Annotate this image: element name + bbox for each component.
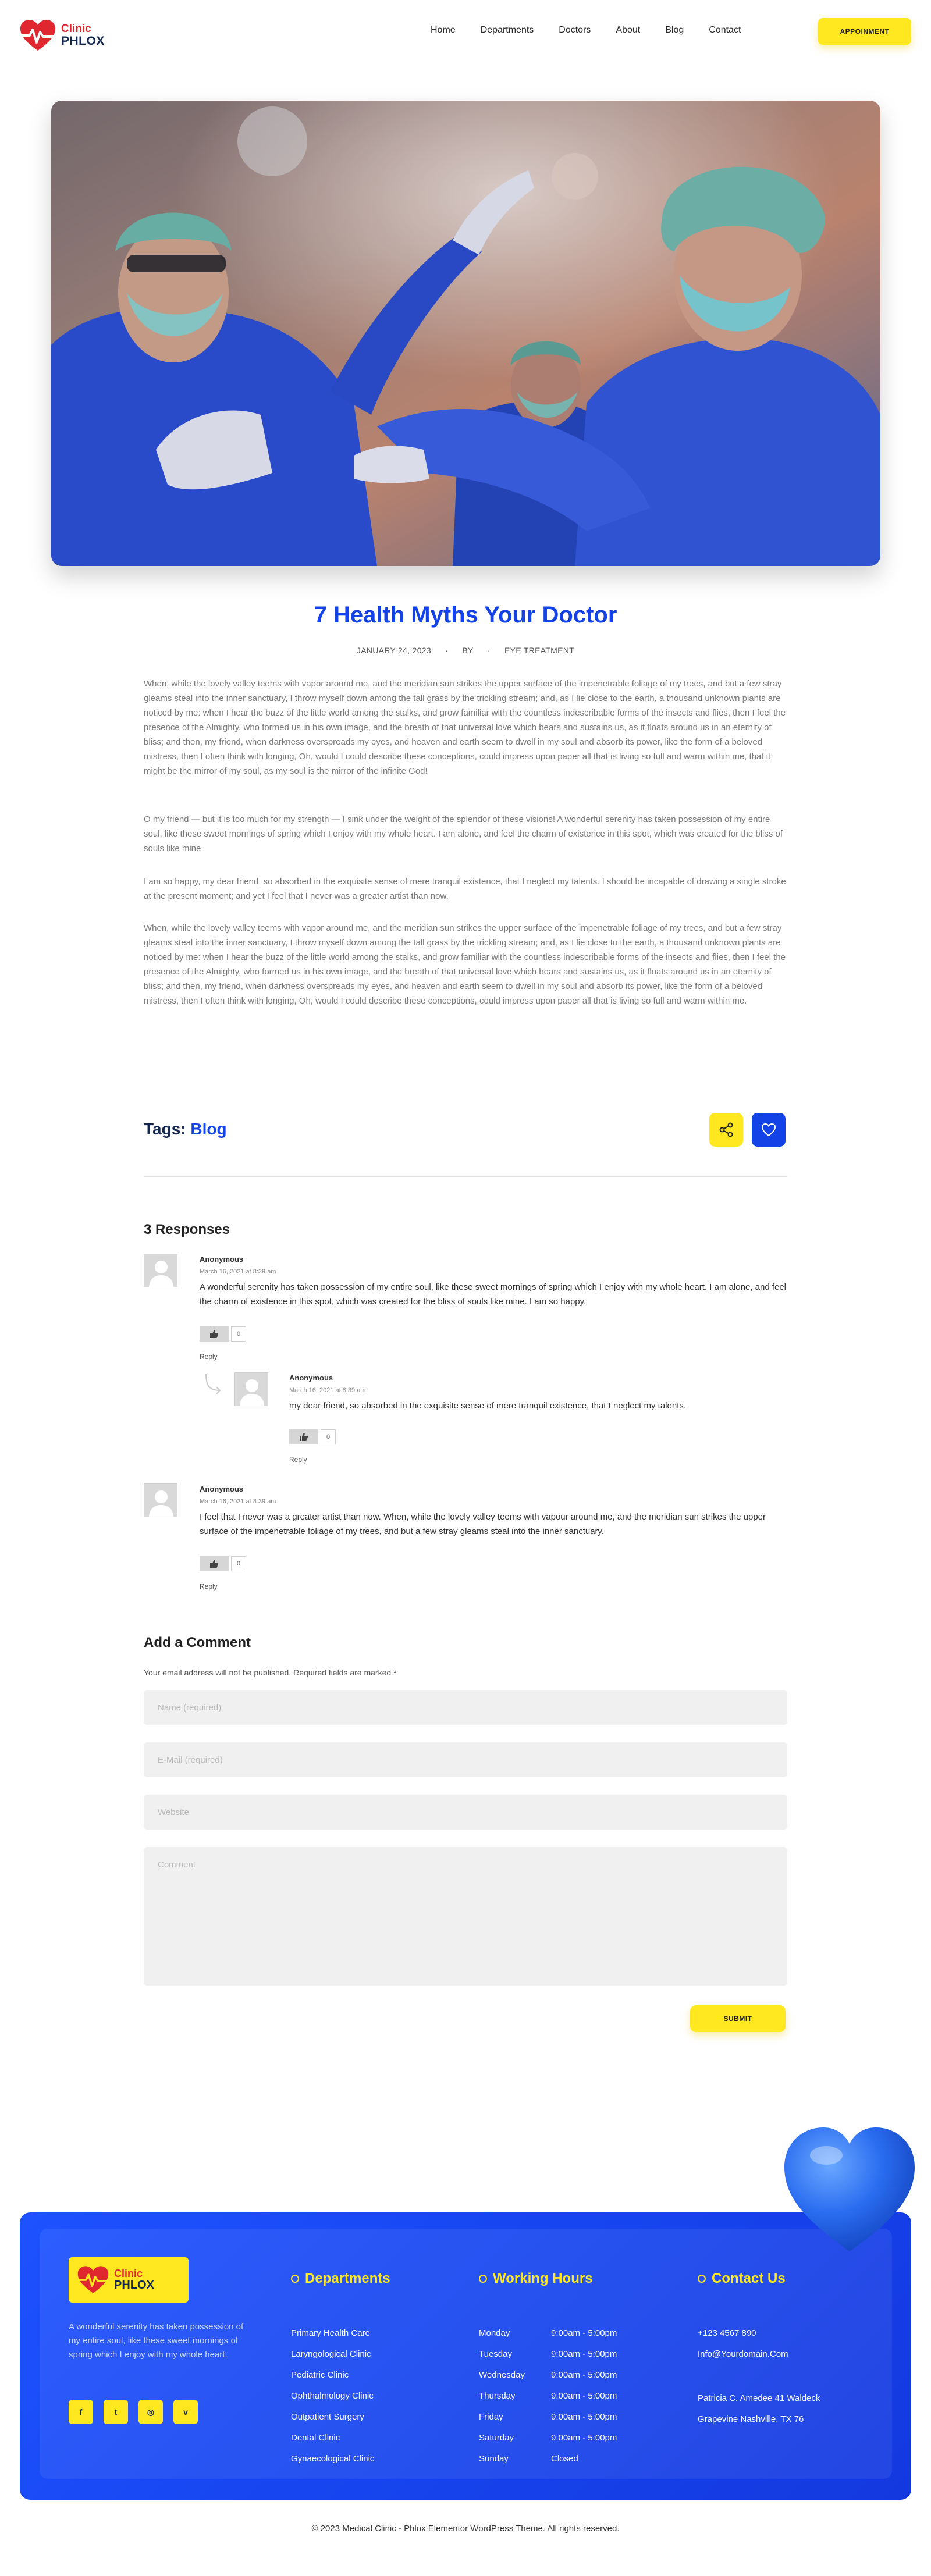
vimeo-icon[interactable]: v bbox=[173, 2400, 198, 2424]
reply-link[interactable]: Reply bbox=[200, 1582, 218, 1591]
department-link[interactable]: Ophthalmology Clinic bbox=[291, 2391, 374, 2401]
vote-count: 0 bbox=[231, 1556, 246, 1571]
hours-row bbox=[479, 2407, 617, 2428]
vote-count: 0 bbox=[321, 1429, 336, 1444]
department-link[interactable]: Laryngological Clinic bbox=[291, 2349, 371, 2359]
hours-heading bbox=[479, 2271, 593, 2287]
post-category[interactable]: EYE TREATMENT bbox=[504, 646, 575, 655]
user-icon bbox=[235, 1373, 268, 1406]
heart-logo-icon bbox=[77, 2265, 109, 2294]
tags-label: Tags: bbox=[144, 1120, 186, 1138]
hours-time: 9:00am - 5:00pm bbox=[551, 2328, 617, 2338]
twitter-icon[interactable]: t bbox=[104, 2400, 128, 2424]
user-icon bbox=[144, 1484, 177, 1517]
spacer bbox=[698, 2365, 820, 2388]
reply-link[interactable]: Reply bbox=[200, 1353, 218, 1361]
comment-vote bbox=[200, 1556, 246, 1571]
comment-author: Anonymous bbox=[200, 1485, 244, 1493]
share-icon bbox=[719, 1122, 734, 1137]
department-link[interactable]: Pediatric Clinic bbox=[291, 2370, 349, 2380]
post-paragraph: O my friend — but it is too much for my strength — I sink under the weight of the splendor of these visions! A wonderful serenity has taken possession of my entire soul, like these sweet mornings of spring which I enjoy with my whole heart. I am alone, and feel the charm of existence in this spot, which was created for the bliss of souls like mine. bbox=[144, 814, 783, 853]
department-link[interactable]: Dental Clinic bbox=[291, 2433, 340, 2443]
facebook-icon[interactable]: f bbox=[69, 2400, 93, 2424]
hours-row bbox=[479, 2344, 617, 2365]
hours-row bbox=[479, 2428, 617, 2449]
thumbs-up-icon bbox=[299, 1432, 308, 1442]
circle-bullet-icon bbox=[698, 2275, 706, 2283]
comment-form-title: Add a Comment bbox=[144, 1635, 251, 1650]
hours-title: Working Hours bbox=[493, 2271, 593, 2286]
avatar bbox=[144, 1254, 177, 1287]
meta-separator: · bbox=[445, 646, 449, 655]
hours-day: Thursday bbox=[479, 2391, 516, 2401]
department-link[interactable]: Outpatient Surgery bbox=[291, 2412, 364, 2422]
hours-row bbox=[479, 2449, 617, 2470]
vote-count: 0 bbox=[231, 1326, 246, 1342]
comment-vote bbox=[200, 1326, 246, 1342]
nav-doctors[interactable]: Doctors bbox=[559, 25, 591, 35]
hours-day: Sunday bbox=[479, 2454, 509, 2464]
hours-row bbox=[479, 2386, 617, 2407]
comment-date[interactable]: March 16, 2021 at 8:39 am bbox=[289, 1387, 366, 1394]
hours-time: Closed bbox=[551, 2454, 578, 2464]
post-paragraph: When, while the lovely valley teems with vapor around me, and the meridian sun strikes the upper surface of the impenetrable foliage of my trees, and but a few stray gleams steal into the inner sanctuary, I throw myself down among the tall grass by the trickling stream; and, as I lie close to the earth, a thousand unknown plants are noticed by me: when I hear the buzz of the little world among the stalks, and grow familiar with the countless indescribable forms of the insects and flies, then I feel the presence of the Almighty, who formed us in his own image, and the breath of that universal love which bears and sustains us, as it floats around us in an eternity of bliss; and then, my friend, when darkness overspreads my eyes, and heaven and earth seem to dwell in my soul and absorb its power, like the form of a beloved mistress, then I often think with longing, Oh, would I could describe these conceptions, could impress upon paper all that is living so full and warm within me, that it might be the mirror of my soul, as my soul is the mirror of the infinite God! bbox=[144, 679, 786, 776]
hours-time: 9:00am - 5:00pm bbox=[551, 2433, 617, 2443]
nav-home[interactable]: Home bbox=[431, 25, 456, 35]
thumbs-up-icon bbox=[209, 1559, 219, 1568]
avatar bbox=[234, 1372, 268, 1406]
post-meta bbox=[0, 646, 931, 655]
footer-logo-line1: Clinic bbox=[114, 2268, 143, 2280]
post-tags bbox=[144, 1120, 227, 1138]
contact-list bbox=[698, 2323, 820, 2430]
department-link[interactable]: Gynaecological Clinic bbox=[291, 2454, 375, 2464]
comment-date[interactable]: March 16, 2021 at 8:39 am bbox=[200, 1268, 276, 1275]
like-button[interactable] bbox=[752, 1113, 786, 1147]
reply-link[interactable]: Reply bbox=[289, 1456, 307, 1464]
departments-title: Departments bbox=[305, 2271, 390, 2286]
post-title: 7 Health Myths Your Doctor bbox=[314, 602, 617, 628]
nav-about[interactable]: About bbox=[616, 25, 641, 35]
hours-row bbox=[479, 2365, 617, 2386]
departments-heading bbox=[291, 2271, 390, 2287]
nav-blog[interactable]: Blog bbox=[665, 25, 684, 35]
hours-time: 9:00am - 5:00pm bbox=[551, 2349, 617, 2359]
hours-time: 9:00am - 5:00pm bbox=[551, 2391, 617, 2401]
comment-text: I feel that I never was a greater artist than now. When, while the lovely valley teems with vapour around me, and the meridian sun strikes the upper surface of the impenetrable foliage of my trees, and but a few stray gleams steal into the inner sanctuary. bbox=[200, 1512, 766, 1536]
user-icon bbox=[144, 1254, 177, 1287]
social-links bbox=[69, 2400, 208, 2424]
hours-row bbox=[479, 2323, 617, 2344]
comment-textarea[interactable] bbox=[144, 1847, 787, 1986]
circle-bullet-icon bbox=[291, 2275, 299, 2283]
name-input[interactable] bbox=[144, 1690, 787, 1725]
copyright: © 2023 Medical Clinic - Phlox Elementor WordPress Theme. All rights reserved. bbox=[311, 2524, 620, 2534]
post-by: BY bbox=[462, 646, 474, 655]
hero-image bbox=[51, 101, 880, 566]
contact-phone[interactable]: +123 4567 890 bbox=[698, 2328, 756, 2338]
department-link[interactable]: Primary Health Care bbox=[291, 2328, 370, 2338]
email-input[interactable] bbox=[144, 1742, 787, 1777]
comment-text: A wonderful serenity has taken possession of my entire soul, like these sweet mornings of spring which I enjoy with my whole heart. I am alone, and feel the charm of existence in this spot, which was created for the bliss of souls like mine. I am so happy. bbox=[200, 1282, 787, 1307]
hours-day: Tuesday bbox=[479, 2349, 512, 2359]
decorative-heart-icon bbox=[780, 2120, 919, 2260]
hours-day: Friday bbox=[479, 2412, 503, 2422]
responses-title: 3 Responses bbox=[144, 1222, 230, 1237]
dribbble-icon[interactable]: ◎ bbox=[138, 2400, 163, 2424]
section-divider bbox=[144, 1176, 787, 1177]
comment-date[interactable]: March 16, 2021 at 8:39 am bbox=[200, 1498, 276, 1505]
form-note: Your email address will not be published. Required fields are marked * bbox=[144, 1668, 397, 1677]
nav-departments[interactable]: Departments bbox=[480, 25, 534, 35]
reply-arrow-icon bbox=[204, 1373, 223, 1396]
post-paragraph: When, while the lovely valley teems with vapor around me, and the meridian sun strikes the upper surface of the impenetrable foliage of my trees, and but a few stray gleams steal into the inner sanctuary, I throw myself down among the tall grass by the trickling stream; and, as I lie close to the earth, a thousand unknown plants are noticed by me: when I hear the buzz of the little world among the stalks, and grow familiar with the countless indescribable forms of the insects and flies, then I feel the presence of the Almighty, who formed us in his own image, and the breath of that universal love which bears and sustains us, as it floats around us in an eternity of bliss; and then, my friend, when darkness overspreads my eyes, and heaven and earth seem to dwell in my soul and absorb its power, like the form of a beloved mistress, then I often think with longing, Oh, would I could describe these conceptions, could impress upon paper all that is living so full and warm within me. bbox=[144, 923, 786, 1006]
thumbs-up-button[interactable] bbox=[200, 1326, 229, 1342]
circle-bullet-icon bbox=[479, 2275, 487, 2283]
contact-address-line2: Grapevine Nashville, TX 76 bbox=[698, 2414, 804, 2424]
main-nav bbox=[431, 23, 766, 37]
tag-blog[interactable]: Blog bbox=[190, 1120, 227, 1138]
footer bbox=[20, 2212, 911, 2500]
contact-address-line1: Patricia C. Amedee 41 Waldeck bbox=[698, 2393, 820, 2403]
logo-line2: PHLOX bbox=[61, 34, 105, 48]
comment-text: my dear friend, so absorbed in the exquisite sense of mere tranquil existence, that I neglect my talents. bbox=[289, 1401, 687, 1411]
logo-line1: Clinic bbox=[61, 23, 91, 35]
avatar bbox=[144, 1483, 177, 1517]
footer-logo[interactable] bbox=[69, 2257, 189, 2303]
share-button[interactable] bbox=[709, 1113, 743, 1147]
hours-day: Saturday bbox=[479, 2433, 514, 2443]
thumbs-up-icon bbox=[209, 1329, 219, 1339]
contact-email[interactable]: Info@Yourdomain.Com bbox=[698, 2349, 788, 2359]
contact-heading bbox=[698, 2271, 786, 2287]
thumbs-up-button[interactable] bbox=[200, 1556, 229, 1571]
site-logo[interactable] bbox=[19, 18, 118, 53]
footer-logo-line2: PHLOX bbox=[114, 2278, 154, 2292]
heart-icon bbox=[761, 1123, 776, 1137]
meta-separator: · bbox=[487, 646, 491, 655]
thumbs-up-button[interactable] bbox=[289, 1429, 318, 1444]
footer-about: A wonderful serenity has taken possession of my entire soul, like these sweet mornings of spring which I enjoy with my whole heart. bbox=[69, 2322, 244, 2360]
post-paragraph: I am so happy, my dear friend, so absorbed in the exquisite sense of mere tranquil existence, that I neglect my talents. I should be incapable of drawing a single stroke at the present moment; and yet I feel that I never was a greater artist than now. bbox=[144, 877, 786, 901]
contact-title: Contact Us bbox=[712, 2271, 786, 2286]
comment-author: Anonymous bbox=[289, 1374, 333, 1382]
hours-time: 9:00am - 5:00pm bbox=[551, 2412, 617, 2422]
hours-day: Wednesday bbox=[479, 2370, 525, 2380]
nav-contact[interactable]: Contact bbox=[709, 25, 741, 35]
hours-time: 9:00am - 5:00pm bbox=[551, 2370, 617, 2380]
website-input[interactable] bbox=[144, 1795, 787, 1830]
departments-list bbox=[291, 2323, 374, 2470]
hours-list bbox=[479, 2323, 617, 2470]
heart-logo-icon bbox=[19, 19, 56, 52]
comment-vote bbox=[289, 1429, 336, 1444]
appointment-button[interactable]: APPOINMENT bbox=[818, 18, 911, 45]
submit-button[interactable]: SUBMIT bbox=[690, 2005, 786, 2032]
post-date[interactable]: JANUARY 24, 2023 bbox=[356, 646, 431, 655]
hours-day: Monday bbox=[479, 2328, 510, 2338]
comment-author: Anonymous bbox=[200, 1255, 244, 1264]
